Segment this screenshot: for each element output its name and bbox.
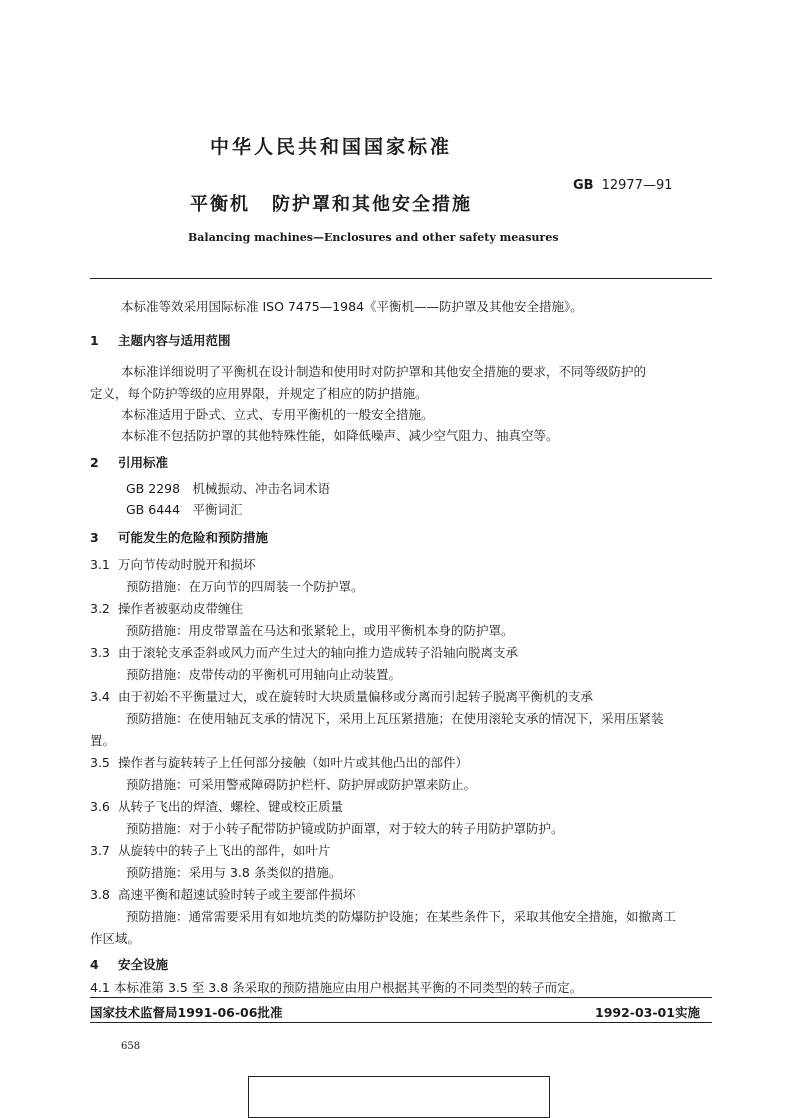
clause-4-1: 4.1 本标准第 3.5 至 3.8 条采取的预防措施应由用户根据其平衡的不同类型的转子而定。 <box>90 980 583 995</box>
footer-divider <box>90 997 712 998</box>
section-1-para2: 本标准适用于卧式、立式、专用平衡机的一般安全措施。 <box>121 407 434 422</box>
document-title-part2: 防护罩和其他安全措施 <box>272 194 472 215</box>
section-4-heading: 4 安全设施 <box>90 957 169 972</box>
page-number: 658 <box>121 1041 141 1052</box>
hazard-3-2: 3.2 操作者被驱动皮带缠住 <box>90 601 244 616</box>
hazard-3-4: 3.4 由于初始不平衡量过大，或在旋转时大块质量偏移或分离而引起转子脱离平衡机的支承 <box>90 689 594 704</box>
measure-3-6: 预防措施：对于小转子配带防护镜或防护面罩，对于较大的转子用防护罩防护。 <box>126 821 564 836</box>
national-standard-label: 中华人民共和国国家标准 <box>210 136 453 158</box>
document-title <box>190 190 472 216</box>
measure-3-4-cont: 置。 <box>90 733 116 748</box>
hazard-3-1: 3.1 万向节传动时脱开和损坏 <box>90 557 256 572</box>
document-title-english: Balancing machines—Enclosures and other safety measures <box>188 231 559 244</box>
measure-3-1: 预防措施：在万向节的四周装一个防护罩。 <box>126 579 364 594</box>
measure-3-2: 预防措施：用皮带罩盖在马达和张紧轮上，或用平衡机本身的防护罩。 <box>126 623 514 638</box>
standard-code-prefix: GB <box>573 178 594 193</box>
section-2-heading: 2 引用标准 <box>90 455 169 470</box>
section-1-para1-line1: 本标准详细说明了平衡机在设计制造和使用时对防护罩和其他安全措施的要求，不同等级防护的 <box>121 364 647 379</box>
effective-date: 1992-03-01实施 <box>595 1005 700 1020</box>
measure-3-7: 预防措施：采用与 3.8 条类似的措施。 <box>126 865 342 880</box>
intro-paragraph: 本标准等效采用国际标准 ISO 7475—1984《平衡机——防护罩及其他安全措施》。 <box>121 299 583 314</box>
measure-3-8-cont: 作区域。 <box>90 931 141 946</box>
standard-code <box>573 178 673 193</box>
section-3-heading: 3 可能发生的危险和预防措施 <box>90 530 269 545</box>
hazard-3-6: 3.6 从转子飞出的焊渣、螺栓、键或校正质量 <box>90 799 344 814</box>
standard-code-number: 12977—91 <box>601 178 673 193</box>
measure-3-4: 预防措施：在使用轴瓦支承的情况下，采用上瓦压紧措施；在使用滚轮支承的情况下，采用压紧装 <box>126 711 664 726</box>
section-1-para1-line2: 定义，每个防护等级的应用界限，并规定了相应的防护措施。 <box>90 386 428 401</box>
hazard-3-3: 3.3 由于滚轮支承歪斜或风力而产生过大的轴向推力造成转子沿轴向脱离支承 <box>90 645 519 660</box>
footer-bottom-rule <box>90 1022 712 1023</box>
measure-3-8: 预防措施：通常需要采用有如地坑类的防爆防护设施；在某些条件下，采取其他安全措施，如撤离工 <box>126 909 677 924</box>
hazard-3-5: 3.5 操作者与旋转转子上任何部分接触（如叶片或其他凸出的部件） <box>90 755 469 770</box>
measure-3-5: 预防措施：可采用警戒障碍防护栏杆、防护屏或防护罩来防止。 <box>126 777 477 792</box>
approval-date: 国家技术监督局1991-06-06批准 <box>90 1005 283 1020</box>
measure-3-3: 预防措施：皮带传动的平衡机可用轴向止动装置。 <box>126 667 402 682</box>
reference-gb2298: GB 2298 机械振动、冲击名词术语 <box>126 481 331 496</box>
hazard-3-8: 3.8 高速平衡和超速试验时转子或主要部件损坏 <box>90 887 356 902</box>
document-title-part1: 平衡机 <box>190 194 250 215</box>
section-1-heading: 1 主题内容与适用范围 <box>90 333 231 348</box>
header-divider <box>90 278 712 279</box>
hazard-3-7: 3.7 从旋转中的转子上飞出的部件，如叶片 <box>90 843 331 858</box>
bottom-frame <box>248 1076 550 1118</box>
reference-gb6444: GB 6444 平衡词汇 <box>126 502 243 517</box>
section-1-para3: 本标准不包括防护罩的其他特殊性能，如降低噪声、减少空气阻力、抽真空等。 <box>121 428 559 443</box>
